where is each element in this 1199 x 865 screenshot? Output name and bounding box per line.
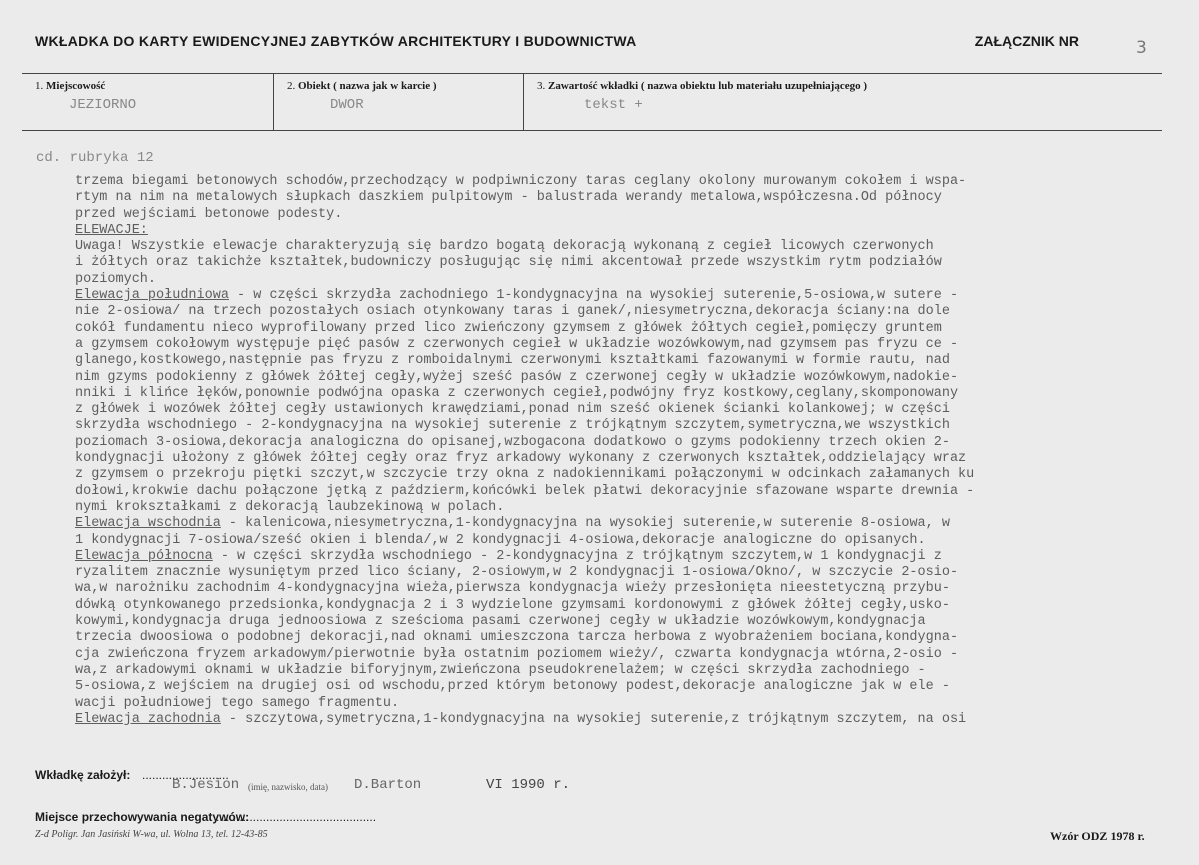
- text-line: wa,z arkadowymi oknami w układzie biforyjnym,zwieńczona pseudokrenelażem; w części skrzydła zachodniego -: [75, 662, 926, 678]
- heading-north-elevation: Elewacja północna: [75, 548, 213, 564]
- text-line: wa,w narożniku zachodnim 4-kondygnacyjna wieża,pierwsza kondygnacja wieży przesłonięta nieestetyczną przybu-: [75, 581, 950, 597]
- text-line: przed wejściami betonowe podesty.: [75, 206, 343, 222]
- text-line: kondygnacji ułożony z główek żółtej cegły oraz fryz arkadowy wykonany z czerwonych kształtek,oddzielający wraz: [75, 451, 967, 467]
- field-object-value: DWOR: [330, 97, 364, 113]
- author-hint: (imię, nazwisko, data): [248, 782, 328, 792]
- text-line: z główek i wozówek żółtej cegły ustawionych krawędziami,ponad nim sześć okienek ścianki kolankowej; w części: [75, 402, 950, 418]
- section-heading-elevations: ELEWACJE:: [75, 222, 148, 238]
- text-line: cokół fundamentu nieco wyprofilowany przed lico zwieńczony gzymsem z główek żółtych cegieł,pomięczy gruntem: [75, 320, 942, 336]
- text-line: glanego,kostkowego,następnie pas fryzu z romboidalnymi czerwonymi kształtkami fazowanymi w formie rautu, nad: [75, 353, 950, 369]
- insert-date: VI 1990 r.: [486, 777, 571, 793]
- text-line: nniki i klińce łęków,ponownie podwójna opaska z czerwonych cegieł,podwójny fryz kostkowy,ceglany,skomponowany: [75, 385, 959, 401]
- text-line: Elewacja południowa - w części skrzydła zachodniego 1-kondygnacyjna na wysokiej suterenie,5-osiowa,w sutere -: [75, 288, 959, 304]
- text-line: poziomach 3-osiowa,dekoracja analogiczna do opisanej,wzbogacona dodatkowo o gzyms podokienny trzech okien 2-: [75, 434, 950, 450]
- text-line: nymi krokształkami z dekoracją laubzekinową w polach.: [75, 499, 505, 515]
- text-line: trzema biegami betonowych schodów,przechodzący w podpiwniczony taras ceglany okolony murowanym cokołem i wspa-: [75, 174, 967, 189]
- inserted-by-label: Wkładkę założył:: [35, 768, 131, 782]
- text-line: ryzalitem znacznie wysuniętym przed lico ściany, 2-osiowym,w 2 kondygnacji 1-osiowa/Okno/, w szczycie 2-osio-: [75, 565, 959, 581]
- text-line: kowymi,kondygnacja druga jednoosiowa z sześciomа pasami czerwonej cegły w układzie wozówkowym,kondygnacja: [75, 614, 926, 630]
- field-place: [22, 74, 273, 130]
- printer-imprint: Z-d Poligr. Jan Jasiński W-wa, ul. Wolna 13, tel. 12-43-85: [35, 829, 268, 840]
- text-line: nie 2-osiowa/ na trzech pozostałych osiach otynkowany taras i ganek/,niesymetryczna,dekoracja ściany:na dole: [75, 304, 950, 320]
- text-line: poziomych.: [75, 271, 157, 287]
- continuation-note: cd. rubryka 12: [36, 150, 154, 166]
- field-content-value: tekst +: [584, 97, 643, 113]
- field-place-label: Miejscowość: [46, 80, 106, 92]
- author-1: B.Jesion: [172, 777, 240, 793]
- text-line: Uwaga! Wszystkie elewacje charakteryzują się bardzo bogatą dekoracją wykonaną z cegieł licowych czerwonych: [75, 239, 934, 255]
- field-content-num: 3.: [537, 80, 546, 92]
- text-line: cja zwieńczona fryzem arkadowym/pierwotnie była ostatnim poziomem wieży/, czwarta kondygnacja wtórna,2-osio -: [75, 646, 959, 662]
- text-line: trzecia dwoosiowa o podobnej dekoracji,nad oknami umieszczona tarcza herbowa z wyobrażeniem bociana,kondygna-: [75, 630, 959, 646]
- text-line: 5-osiowa,z wejściem na drugiej osi od wschodu,przed którym betonowy podest,dekoracje analogiczne jak w ele -: [75, 679, 950, 695]
- text-line: nim gzyms podokienny z główek żółtej cegły,wyżej sześć pasów z czerwonej cegły w układzie wozówkowym,nadokie-: [75, 369, 959, 385]
- text-line: wacji południowej tego samego fragmentu.: [75, 695, 400, 711]
- description-text: [75, 174, 1165, 728]
- field-object-num: 2.: [287, 80, 296, 92]
- heading-east-elevation: Elewacja wschodnia: [75, 516, 221, 532]
- text-line: dołowi,krokwie dachu połączone jętką z paździerm,końcówki belek płatwi dekoracyjnie sfazowane wsparte drewnia -: [75, 483, 975, 499]
- text-line: Elewacja północna - w części skrzydła wschodniego - 2-kondygnacyjna z trójkątnym szczytem,w 1 kondygnacji z: [75, 548, 942, 564]
- heading-south-elevation: Elewacja południowa: [75, 288, 229, 304]
- text-line: i żółtych oraz takichże kształtek,budowniczy posługując się nimi akcentował przede wszystkim rytm podziałów: [75, 255, 942, 271]
- author-2: D.Barton: [354, 777, 422, 793]
- negatives-location-dots: ................................................: [216, 810, 377, 824]
- header-fields: [22, 73, 1162, 131]
- text-line: dówką otynkowanego przedsionka,kondygnacja 2 i 3 wydzielone gzymsami kordonowymi z główek żółtej cegły,usko-: [75, 597, 950, 613]
- text-line: Elewacja wschodnia - kalenicowa,niesymetryczna,1-kondygnacyjna na wysokiej suterenie,w suterenie 8-osiowa, w: [75, 516, 950, 532]
- field-content: [523, 74, 1163, 130]
- attachment-number: 3: [1136, 38, 1147, 58]
- text-line: 1 kondygnacji 7-osiowa/sześć okien i blenda/,w 2 kondygnacji 4-osiowa,dekoracje analogiczne do opisanych.: [75, 532, 926, 548]
- text-line: rtym na nim na metalowych słupkach daszkiem pulpitowym - balustrada werandy metalowa,współczesna.Od północy: [75, 190, 942, 206]
- negatives-location-label: Miejsce przechowywania negatywów:: [35, 810, 250, 824]
- field-place-value: JEZIORNO: [69, 97, 137, 113]
- field-object-label: Obiekt ( nazwa jak w karcie ): [298, 80, 437, 92]
- inserted-by-dots: ..........................: [142, 768, 229, 782]
- text-line: skrzydła wschodniego - 2-kondygnacyjna na wysokiej suterenie z trójkątnym szczytem,symetryczna,we wszystkich: [75, 418, 950, 434]
- text-line: Elewacja zachodnia - szczytowa,symetryczna,1-kondygnacyjna na wysokiej suterenie,z trójkątnym szczytem, na osi: [75, 711, 967, 727]
- attachment-label: ZAŁĄCZNIK NR: [974, 33, 1079, 49]
- form-pattern: Wzór ODZ 1978 r.: [1050, 829, 1145, 843]
- heading-west-elevation: Elewacja zachodnia: [75, 711, 221, 727]
- field-place-num: 1.: [35, 80, 44, 92]
- form-title: WKŁADKA DO KARTY EWIDENCYJNEJ ZABYTKÓW ARCHITEKTURY I BUDOWNICTWA: [35, 33, 637, 49]
- field-content-label: Zawartość wkładki ( nazwa obiektu lub materiału uzupełniającego ): [548, 80, 868, 92]
- text-line: z gzymsem o przekroju piętki szczyt,w szczycie trzy okna z nadokiennikami połączonymi w odcinkach załamanych ku: [75, 467, 975, 483]
- text-line: a gzymsem cokołowym występuje pięć pasów z czerwonych cegieł w układzie wozówkowym,nad gzymsem pas fryzu ce -: [75, 336, 959, 352]
- field-object: [273, 74, 524, 130]
